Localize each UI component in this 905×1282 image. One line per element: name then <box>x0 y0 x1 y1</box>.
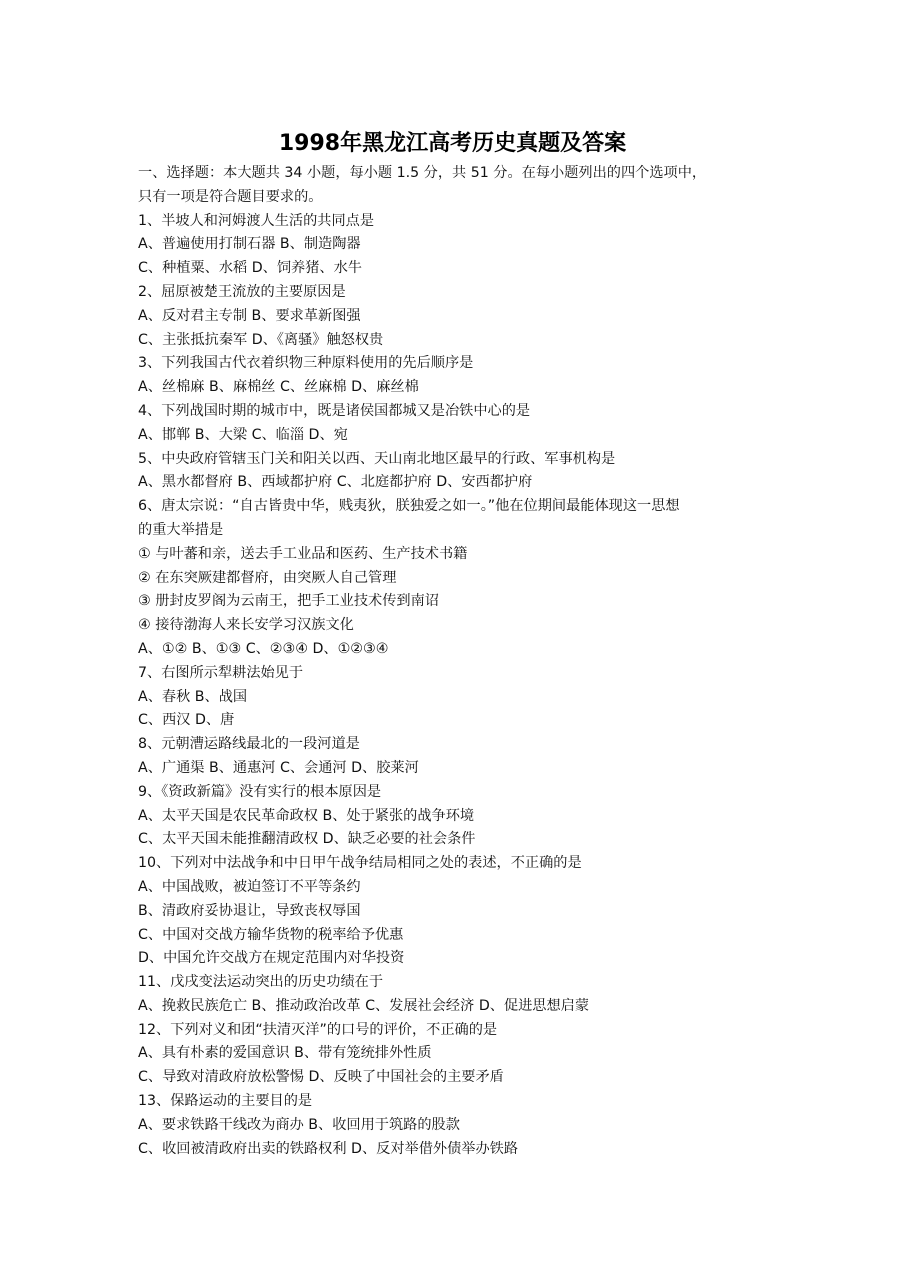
question-6-statement-1: ① 与叶蕃和亲，送去手工业品和医药、生产技术书籍 <box>138 545 468 562</box>
question-4: 4、下列战国时期的城市中，既是诸侯国都城又是冶铁中心的是 <box>138 402 531 419</box>
question-10-option-a: A、中国战败，被迫签订不平等条约 <box>138 878 361 895</box>
question-1-options-cd: C、种植粟、水稻 D、饲养猪、水牛 <box>138 260 362 277</box>
question-2: 2、屈原被楚王流放的主要原因是 <box>138 283 346 300</box>
intro-line-1: 一、选择题：本大题共 34 小题，每小题 1.5 分，共 51 分。在每小题列出的四个选项中， <box>138 165 707 181</box>
question-12-options-ab: A、具有朴素的爱国意识 B、带有笼统排外性质 <box>138 1045 432 1062</box>
question-12: 12、下列对义和团“扶清灭洋”的口号的评价，不正确的是 <box>138 1021 498 1038</box>
question-1: 1、半坡人和河姆渡人生活的共同点是 <box>138 212 375 229</box>
question-3-options: A、丝棉麻 B、麻棉丝 C、丝麻棉 D、麻丝棉 <box>138 379 419 396</box>
question-6: 6、唐太宗说：“自古皆贵中华，贱夷狄，朕独爱之如一。”他在位期间最能体现这一思想 <box>138 498 680 515</box>
question-13-options-cd: C、收回被清政府出卖的铁路权利 D、反对举借外债举办铁路 <box>138 1140 519 1157</box>
question-13: 13、保路运动的主要目的是 <box>138 1093 313 1110</box>
question-6-options: A、①② B、①③ C、②③④ D、①②③④ <box>138 640 389 657</box>
question-7-options-cd: C、西汉 D、唐 <box>138 712 235 729</box>
question-9-options-cd: C、太平天国未能推翻清政权 D、缺乏必要的社会条件 <box>138 831 476 848</box>
document-title: 1998年黑龙江高考历史真题及答案 <box>278 131 627 156</box>
question-2-options-cd: C、主张抵抗秦军 D、《离骚》触怒权贵 <box>138 331 384 348</box>
question-10-option-b: B、清政府妥协退让，导致丧权辱国 <box>138 902 361 919</box>
question-7: 7、右图所示犁耕法始见于 <box>138 664 304 681</box>
question-2-options-ab: A、反对君主专制 B、要求革新图强 <box>138 307 361 324</box>
question-13-options-ab: A、要求铁路干线改为商办 B、收回用于筑路的股款 <box>138 1116 460 1133</box>
question-11: 11、戊戌变法运动突出的历史功绩在于 <box>138 974 384 991</box>
question-10-option-d: D、中国允许交战方在规定范围内对华投资 <box>138 950 405 967</box>
question-3: 3、下列我国古代衣着织物三种原料使用的先后顺序是 <box>138 355 474 372</box>
question-10-option-c: C、中国对交战方输华货物的税率给予优惠 <box>138 926 404 943</box>
question-6-statement-2: ② 在东突厥建都督府，由突厥人自己管理 <box>138 569 397 586</box>
question-9: 9、《资政新篇》没有实行的根本原因是 <box>138 783 382 800</box>
intro-line-2: 只有一项是符合题目要求的。 <box>138 188 323 205</box>
question-10: 10、下列对中法战争和中日甲午战争结局相同之处的表述，不正确的是 <box>138 855 582 872</box>
question-1-options-ab: A、普遍使用打制石器 B、制造陶器 <box>138 236 361 253</box>
question-4-options: A、邯郸 B、大梁 C、临淄 D、宛 <box>138 426 348 443</box>
document-body <box>138 162 778 1161</box>
question-11-options: A、挽救民族危亡 B、推动政治改革 C、发展社会经济 D、促进思想启蒙 <box>138 997 590 1014</box>
question-5-options: A、黑水都督府 B、西域都护府 C、北庭都护府 D、安西都护府 <box>138 474 533 491</box>
question-7-options-ab: A、春秋 B、战国 <box>138 688 248 705</box>
question-12-options-cd: C、导致对清政府放松警惕 D、反映了中国社会的主要矛盾 <box>138 1069 504 1086</box>
question-5: 5、中央政府管辖玉门关和阳关以西、天山南北地区最早的行政、军事机构是 <box>138 450 616 467</box>
question-9-options-ab: A、太平天国是农民革命政权 B、处于紧张的战争环境 <box>138 807 475 824</box>
question-6-statement-3: ③ 册封皮罗阁为云南王，把手工业技术传到南诏 <box>138 593 439 610</box>
question-6-statement-4: ④ 接待渤海人来长安学习汉族文化 <box>138 617 354 634</box>
question-6-continued: 的重大举措是 <box>138 521 224 538</box>
question-8-options: A、广通渠 B、通惠河 C、会通河 D、胶莱河 <box>138 759 419 776</box>
question-8: 8、元朝漕运路线最北的一段河道是 <box>138 736 360 753</box>
